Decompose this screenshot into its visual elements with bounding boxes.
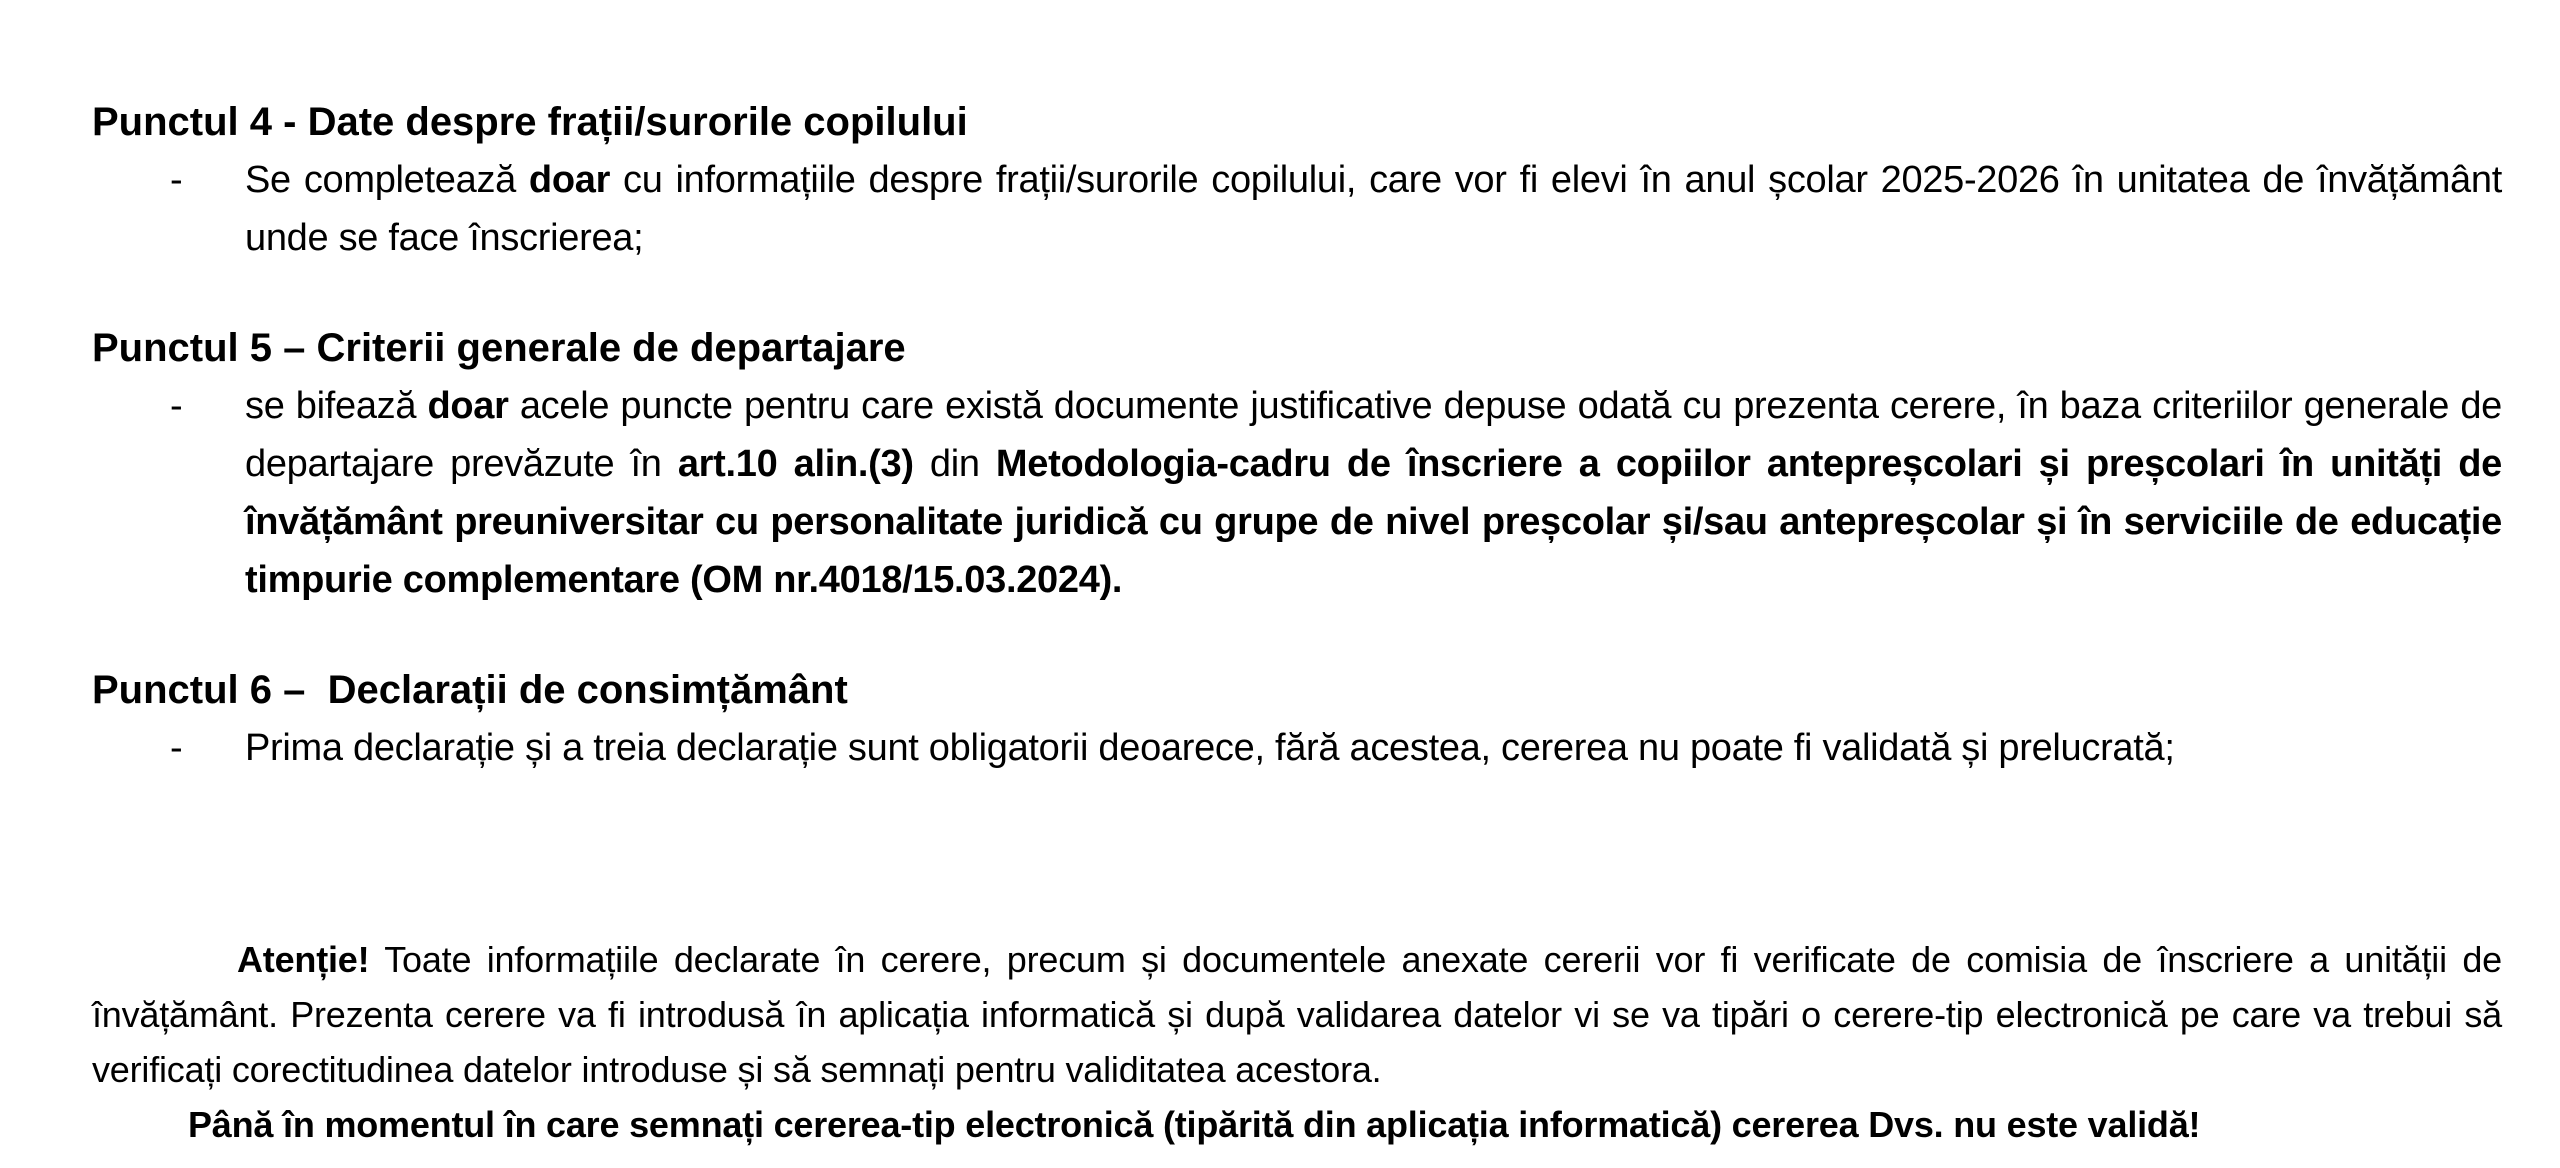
section-punctul-4: [92, 93, 2502, 267]
list-item: [92, 151, 2502, 267]
notice-block: [92, 932, 2502, 1152]
bullet-text: se bifează doar acele puncte pentru care există documente justificative depuse odată cu prezenta cerere, în baza criteriilor generale de departajare prevăzute în art.10 alin.(3) din Metodologia-cadru de înscriere a copiilor antepreșcolari și preșcolari în unități de învățământ preuniversitar cu personalitate juridică cu grupe de nivel preșcolar și/sau antepreșcolar și în serviciile de educație timpurie complementare (OM nr.4018/15.03.2024).: [245, 385, 2503, 601]
bullet-text: Se completează doar cu informațiile despre frații/surorile copilului, care vor fi elevi în anul școlar 2025-2026 în unitatea de învățământ unde se face înscrierea;: [245, 159, 2502, 259]
list-item: [92, 719, 2502, 777]
bullet-marker: -: [170, 159, 183, 201]
section-punctul-6: [92, 661, 2502, 777]
list-item: [92, 377, 2502, 609]
section-punctul-5: [92, 319, 2502, 609]
final-warning-line: Până în momentul în care semnați cererea-tip electronică (tipărită din aplicația informatică) cererea Dvs. nu este validă!: [188, 1104, 2201, 1145]
attention-paragraph: Atenție! Toate informațiile declarate în cerere, precum și documentele anexate cererii vor fi verificate de comisia de înscriere a unității de învățământ. Prezenta cerere va fi introdusă în aplicația informatică și după validarea datelor vi se va tipări o cerere-tip electronică pe care va trebui să verificați corectitudinea datelor introduse și să semnați pentru validitatea acestora.: [92, 939, 2502, 1090]
bullet-marker: -: [170, 385, 183, 427]
section-punctul-5-heading: Punctul 5 – Criterii generale de departajare: [92, 326, 906, 370]
section-punctul-4-heading: Punctul 4 - Date despre frații/surorile copilului: [92, 100, 968, 144]
section-punctul-6-heading: Punctul 6 – Declarații de consimțământ: [92, 668, 848, 712]
bullet-marker: -: [170, 727, 183, 769]
bullet-text: Prima declarație și a treia declarație sunt obligatorii deoarece, fără acestea, cererea nu poate fi validată și prelucrată;: [245, 727, 2175, 769]
